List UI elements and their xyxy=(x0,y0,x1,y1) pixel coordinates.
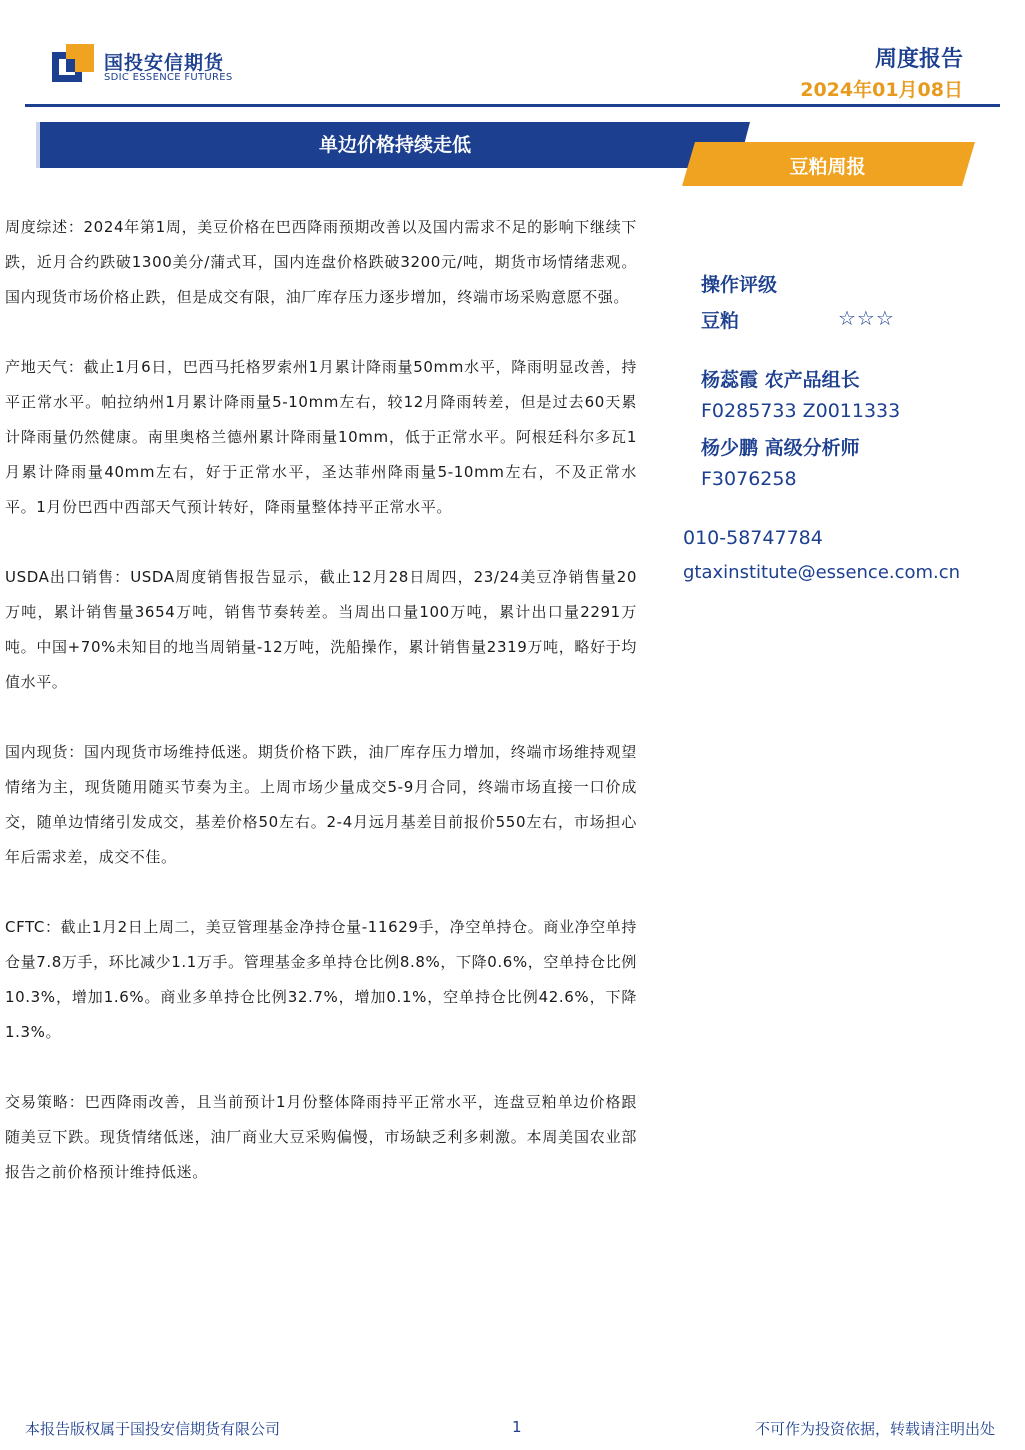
footer-disclaimer: 不可作为投资依据，转载请注明出处 xyxy=(754,1420,995,1438)
header-divider xyxy=(25,104,1000,107)
paragraph-weather: 产地天气：截止1月6日，巴西马托格罗索州1月累计降雨量50mm水平，降雨明显改善，持平正常水平。帕拉纳州1月累计降雨量5-10mm左右，较12月降雨转差，但是过去60天累计降雨量仍然健康。南里奥格兰德州累计降雨量10mm，低于正常水平。阿根廷科尔多瓦1月累计降雨量40mm左右，好于正常水平，圣达菲州降雨量5-10mm左右，不及正常水平。1月份巴西中西部天气预计转好，降雨量整体持平正常水平。 xyxy=(5,358,637,516)
rating-stars: ☆☆☆ xyxy=(838,306,895,330)
logo-text-en: SDIC ESSENCE FUTURES xyxy=(104,72,233,83)
paragraph-strategy: 交易策略：巴西降雨改善，且当前预计1月份整体降雨持平正常水平，连盘豆粕单边价格跟随美豆下跌。现货情绪低迷，油厂商业大豆采购偏慢，市场缺乏利多刺激。本周美国农业部报告之前价格预计维持低迷。 xyxy=(5,1093,637,1181)
company-logo xyxy=(52,42,262,92)
contact-email[interactable]: gtaxinstitute@essence.com.cn xyxy=(683,562,961,583)
logo-mark-icon xyxy=(52,42,96,86)
logo-text-cn: 国投安信期货 xyxy=(104,52,225,74)
analyst-2: 杨少鹏 高级分析师 xyxy=(701,437,860,459)
report-title: 单边价格持续走低 xyxy=(318,134,471,156)
contact-phone: 010-58747784 xyxy=(683,527,823,549)
paragraph-domestic-spot: 国内现货：国内现货市场维持低迷。期货价格下跌，油厂库存压力增加，终端市场维持观望情绪为主，现货随用随买节奏为主。上周市场少量成交5-9月合同，终端市场直接一口价成交，随单边情绪引发成交，基差价格50左右。2-4月远月基差目前报价550左右，市场担心年后需求差，成交不佳。 xyxy=(5,743,637,866)
report-type: 周度报告 xyxy=(874,47,963,72)
paragraph-cftc: CFTC：截止1月2日上周二，美豆管理基金净持仓量-11629手，净空单持仓。商业净空单持仓量7.8万手，环比减少1.1万手。管理基金多单持仓比例8.8%，下降0.6%，空单持仓比例10.3%，增加1.6%。商业多单持仓比例32.7%，增加0.1%，空单持仓比例42.6%，下降1.3%。 xyxy=(5,918,637,1041)
analyst-2-id: F3076258 xyxy=(701,468,797,490)
footer-copyright: 本报告版权属于国投安信期货有限公司 xyxy=(25,1420,281,1438)
rating-title: 操作评级 xyxy=(701,274,778,296)
paragraph-weekly-summary: 周度综述：2024年第1周，美豆价格在巴西降雨预期改善以及国内需求不足的影响下继续下跌，近月合约跌破1300美分/蒲式耳，国内连盘价格跌破3200元/吨，期货市场情绪悲观。国内现货市场价格止跌，但是成交有限，油厂库存压力逐步增加，终端市场采购意愿不强。 xyxy=(5,218,637,306)
page-number: 1 xyxy=(512,1418,522,1436)
report-series-tag: 豆粕周报 xyxy=(789,156,866,178)
report-date: 2024年01月08日 xyxy=(800,79,963,101)
title-banner xyxy=(0,118,1025,193)
paragraph-usda-sales: USDA出口销售：USDA周度销售报告显示，截止12月28日周四，23/24美豆净销售量20万吨，累计销售量3654万吨，销售节奏转差。当周出口量100万吨，累计出口量2291万吨。中国+70%未知目的地当周销量-12万吨，洗船操作，累计销售量2319万吨，略好于均值水平。 xyxy=(5,568,637,691)
rating-product: 豆粕 xyxy=(701,310,740,332)
report-body xyxy=(5,210,637,1225)
analyst-1: 杨蕊霞 农产品组长 xyxy=(701,369,860,391)
analyst-1-ids: F0285733 Z0011333 xyxy=(701,400,901,422)
